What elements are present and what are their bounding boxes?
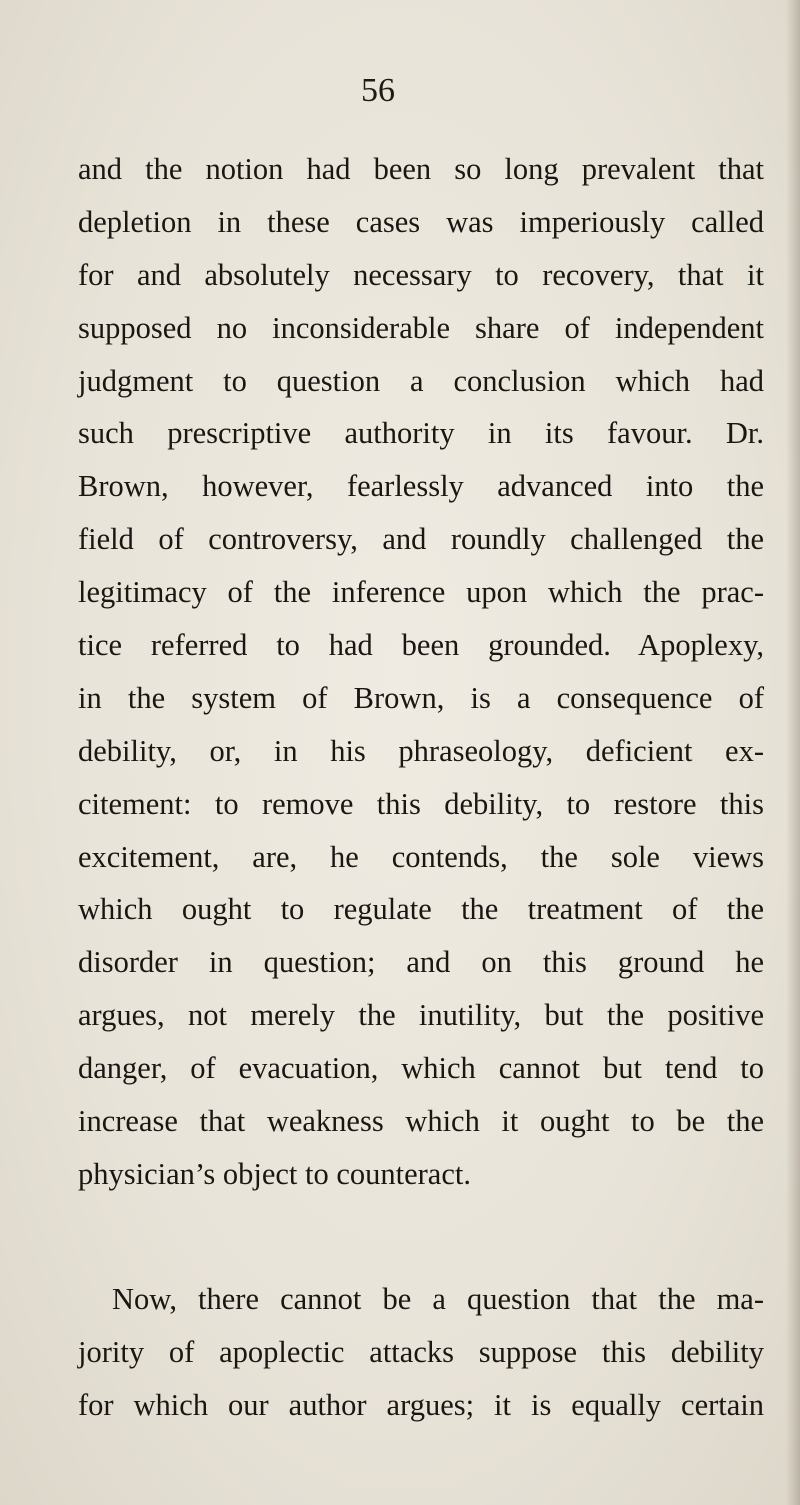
text-line: judgment to question a conclusion which had: [78, 363, 764, 398]
text-line: in the system of Brown, is a consequence of: [78, 680, 764, 715]
text-line: argues, not merely the inutility, but the positive: [78, 998, 764, 1033]
text-line: danger, of evacuation, which cannot but tend to: [78, 1051, 764, 1086]
text-line: citement: to remove this debility, to restore this: [78, 786, 764, 821]
text-line: supposed no inconsiderable share of independent: [78, 310, 764, 345]
text-line: debility, or, in his phraseology, deficient ex-: [78, 733, 764, 768]
text-line: physician’s object to counteract.: [78, 1156, 471, 1191]
paragraph: [78, 1273, 764, 1326]
paragraph: [78, 143, 764, 1201]
paragraph-gap: [78, 1201, 764, 1273]
text-line: legitimacy of the inference upon which the prac-: [78, 575, 764, 610]
text-line: disorder in question; and on this ground he: [78, 945, 764, 980]
page-edge-shadow: [786, 0, 800, 1505]
page-number: 56: [361, 72, 395, 109]
text-line: field of controversy, and roundly challenged the: [78, 522, 764, 557]
text-line: jority of apoplectic attacks suppose this debility: [78, 1334, 764, 1369]
text-line: depletion in these cases was imperiously called: [78, 204, 764, 239]
text-line: excitement, are, he contends, the sole views: [78, 839, 764, 874]
text-line: such prescriptive authority in its favour. Dr.: [78, 416, 764, 451]
text-line: for which our author argues; it is equally certain: [78, 1387, 764, 1422]
paragraph-continuation: [78, 1326, 764, 1432]
text-line: for and absolutely necessary to recovery, that it: [78, 257, 764, 292]
text-line: Brown, however, fearlessly advanced into the: [78, 469, 764, 504]
text-line: Now, there cannot be a question that the ma-: [112, 1281, 764, 1316]
body-text: [78, 143, 764, 1431]
text-line: increase that weakness which it ought to be the: [78, 1104, 764, 1139]
text-line: tice referred to had been grounded. Apoplexy,: [78, 628, 764, 663]
text-line: which ought to regulate the treatment of the: [78, 892, 764, 927]
text-line: and the notion had been so long prevalent that: [78, 152, 764, 186]
